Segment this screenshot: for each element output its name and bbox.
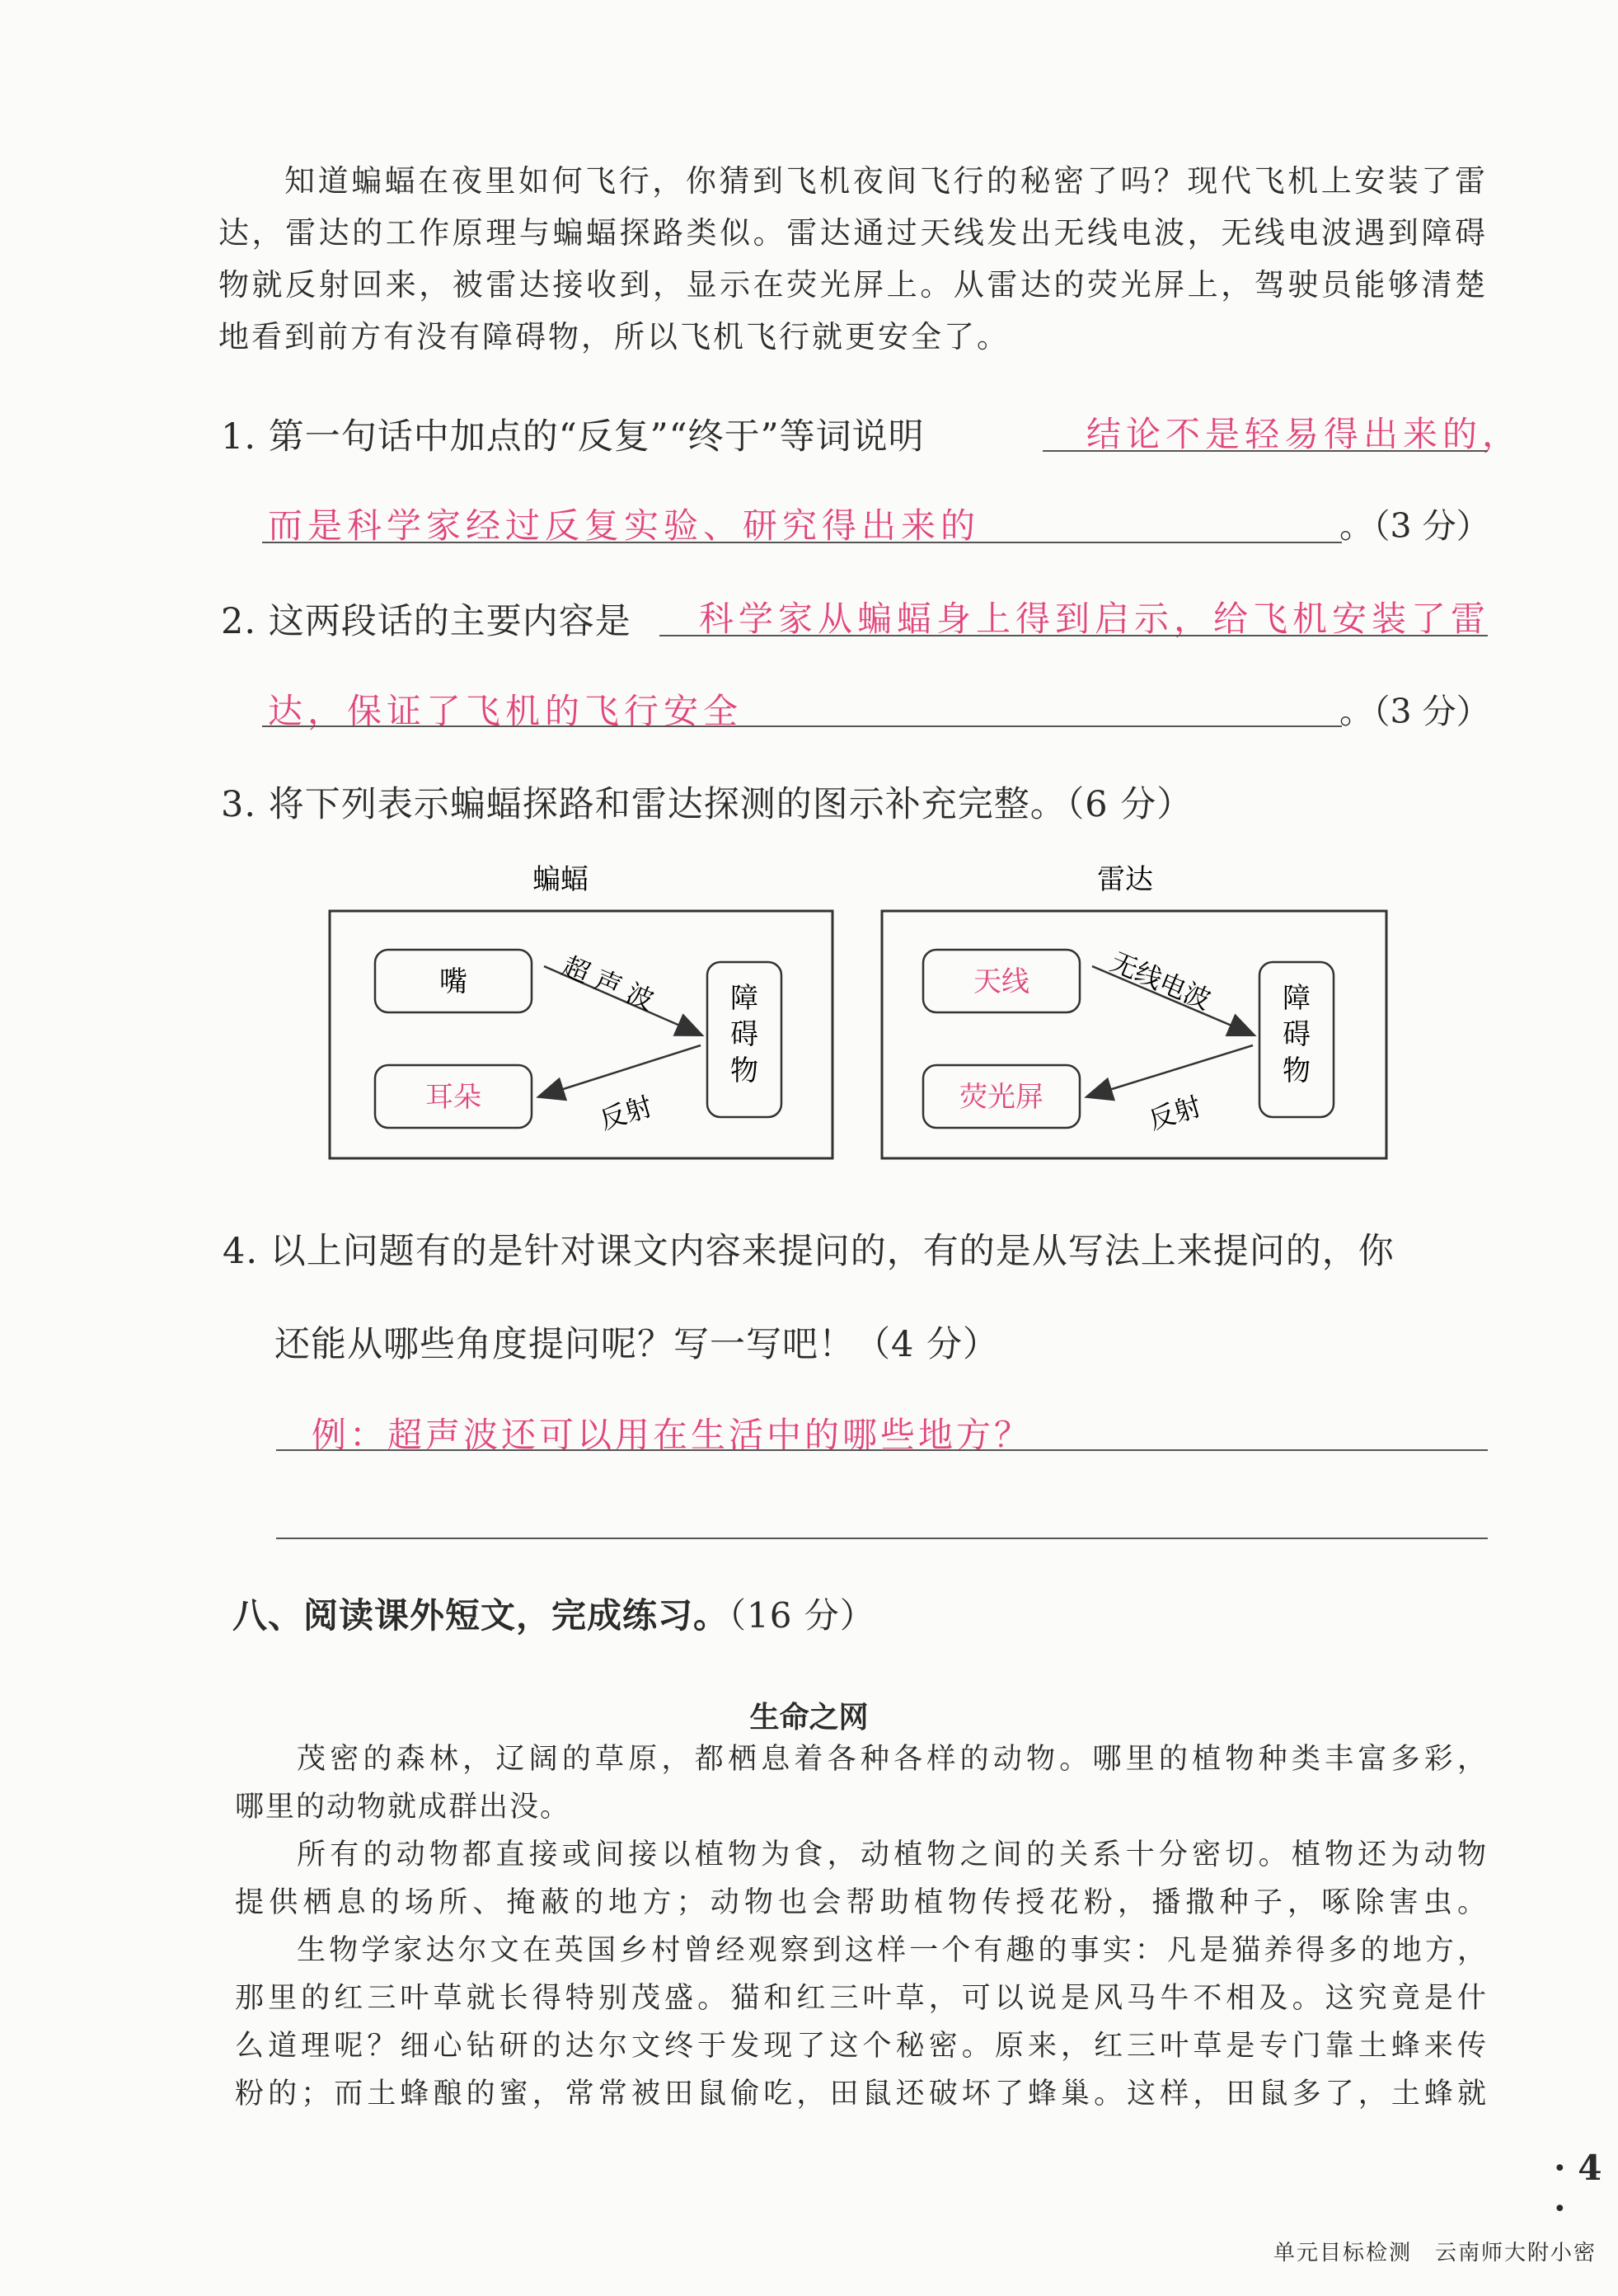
- radar-wave-label: 无线电波: [1105, 946, 1216, 1017]
- radar-obstacle-char-2: 碍: [1283, 1018, 1311, 1051]
- q1-score: 。（3 分）: [1339, 506, 1490, 546]
- q2-stem: 2. 这两段话的主要内容是: [221, 601, 631, 642]
- bat-mouth-label: 嘴: [439, 965, 467, 998]
- radar-antenna-answer: 天线: [973, 965, 1029, 998]
- q4-stem-line2: 还能从哪些角度提问呢？写一写吧！（4 分）: [274, 1324, 1000, 1365]
- q3-stem: 3. 将下列表示蝙蝠探路和雷达探测的图示补充完整。（6 分）: [221, 784, 1194, 825]
- bat-obstacle-char-2: 碍: [730, 1018, 758, 1051]
- radar-reflect-arrow: [1088, 1045, 1253, 1096]
- section-8-label: 八、阅读课外短文，完成练习。: [232, 1595, 729, 1636]
- radar-diagram-title: 雷达: [1097, 863, 1153, 896]
- bat-reflect-label: 反射: [596, 1090, 656, 1136]
- article-line-1: 茂密的森林，辽阔的草原，都栖息着各种各样的动物。哪里的植物种类丰富多彩，: [297, 1743, 1488, 1776]
- page-footer: 单元目标检测 云南师大附小密: [1273, 2241, 1597, 2265]
- article-line-6: 那里的红三叶草就长得特别茂盛。猫和红三叶草，可以说是风马牛不相及。这究竟是什: [235, 1982, 1488, 2015]
- bat-diagram-title: 蝙蝠: [532, 863, 589, 896]
- bat-ear-answer: 耳朵: [425, 1081, 481, 1114]
- q1-stem: 1. 第一句话中加点的“反复”“终于”等词说明: [221, 416, 925, 458]
- exploration-diagram: [313, 849, 1401, 1179]
- article-line-4: 提供栖息的场所、掩蔽的地方；动物也会帮助植物传授花粉，播撒种子，啄除害虫。: [235, 1886, 1488, 1919]
- q4-answer-underline-2: [276, 1538, 1488, 1539]
- passage-line-2: 达，雷达的工作原理与蝙蝠探路类似。雷达通过天线发出无线电波，无线电波遇到障碍: [218, 215, 1488, 251]
- bat-ultrasound-label: 超 声 波: [557, 950, 659, 1017]
- article-line-2: 哪里的动物就成群出没。: [235, 1791, 571, 1824]
- q4-stem-line1: 4. 以上问题有的是针对课文内容来提问的，有的是从写法上来提问的，你: [223, 1231, 1395, 1272]
- passage-line-1: 知道蝙蝠在夜里如何飞行，你猜到飞机夜间飞行的秘密了吗？现代飞机上安装了雷: [284, 163, 1488, 199]
- q1-answer-line1: 结论不是轻易得出来的，: [1086, 414, 1522, 454]
- bat-obstacle-char-1: 障: [730, 982, 758, 1015]
- q2-answer-line1: 科学家从蝙蝠身上得到启示，给飞机安装了雷: [699, 599, 1491, 639]
- radar-reflect-label: 反射: [1145, 1090, 1205, 1136]
- q4-answer-underline-1: [276, 1449, 1488, 1451]
- article-line-3: 所有的动物都直接或间接以植物为食，动植物之间的关系十分密切。植物还为动物: [297, 1838, 1488, 1871]
- section-8-heading: [232, 1589, 875, 1638]
- article-line-5: 生物学家达尔文在英国乡村曾经观察到这样一个有趣的事实：凡是猫养得多的地方，: [297, 1934, 1488, 1967]
- q1-answer-line2: 而是科学家经过反复实验、研究得出来的: [268, 505, 981, 546]
- radar-panel-frame: [882, 911, 1386, 1158]
- page-number: · 4 ·: [1554, 2148, 1602, 2228]
- q4-answer: 例：超声波还可以用在生活中的哪些地方？: [312, 1415, 1033, 1455]
- q2-answer-underline-2: [262, 725, 1342, 727]
- article-title: 生命之网: [749, 1701, 869, 1735]
- passage-line-3: 物就反射回来，被雷达接收到，显示在荧光屏上。从雷达的荧光屏上，驾驶员能够清楚: [218, 267, 1488, 303]
- radar-obstacle-char-3: 物: [1283, 1054, 1311, 1087]
- radar-obstacle-char-1: 障: [1283, 982, 1311, 1015]
- q1-answer-underline-2: [262, 542, 1342, 543]
- passage-line-4: 地看到前方有没有障碍物，所以飞机飞行就更安全了。: [218, 319, 1010, 354]
- article-line-7: 么道理呢？细心钻研的达尔文终于发现了这个秘密。原来，红三叶草是专门靠土蜂来传: [235, 2030, 1488, 2063]
- article-line-8: 粉的；而土蜂酿的蜜，常常被田鼠偷吃，田鼠还破坏了蜂巢。这样，田鼠多了，土蜂就: [235, 2078, 1488, 2111]
- section-8-points: （16 分）: [729, 1595, 875, 1636]
- bat-reflect-arrow: [540, 1045, 701, 1096]
- q2-score: 。（3 分）: [1339, 692, 1490, 731]
- bat-obstacle-char-3: 物: [730, 1054, 758, 1087]
- q2-answer-underline-1: [659, 635, 1488, 636]
- q2-answer-line2: 达，保证了飞机的飞行安全: [268, 691, 743, 731]
- q1-answer-underline-1: [1043, 450, 1488, 452]
- radar-screen-answer: 荧光屏: [959, 1081, 1043, 1114]
